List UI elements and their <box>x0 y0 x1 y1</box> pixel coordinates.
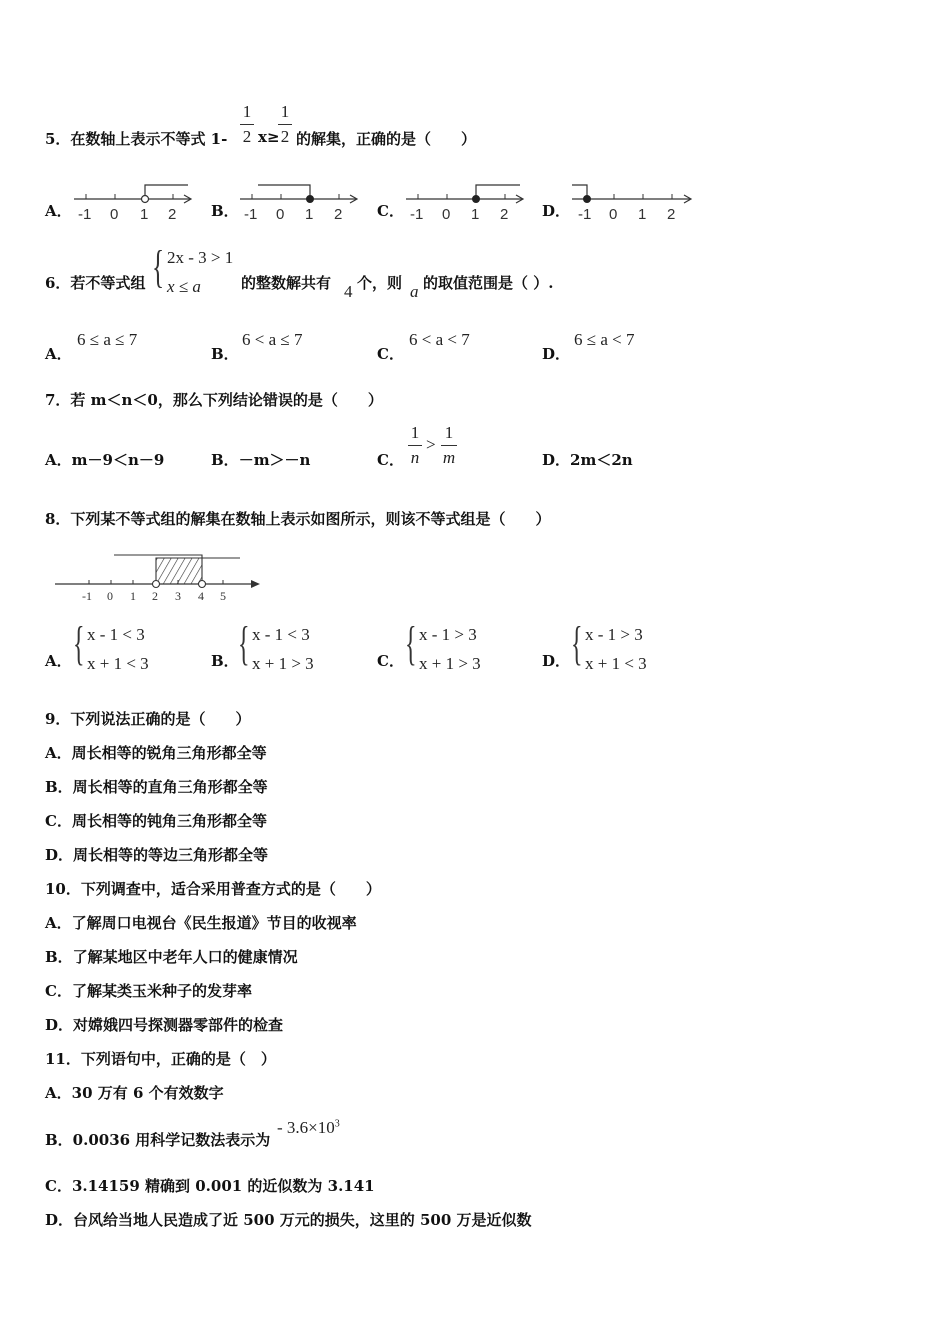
q8-right-open-dot <box>199 581 206 588</box>
q6-option-b-label[interactable]: B． <box>211 345 239 363</box>
q7-option-c-fraction-2 <box>441 423 457 468</box>
q8-tick: -1 <box>82 589 92 603</box>
q6-suffix: 的取值范围是（ ）. <box>423 274 554 292</box>
q8-tick: 3 <box>175 589 181 603</box>
q8-a-line-1: x - 1 < 3 <box>87 625 145 644</box>
q8-a-line-2: x + 1 < 3 <box>87 654 149 673</box>
q9-stem: 9．下列说法正确的是（ ） <box>45 710 251 728</box>
q11-option-d[interactable]: D．台风给当地人民造成了近 500 万元的损失，这里的 500 万是近似数 <box>45 1211 532 1229</box>
q6-mid2: 个，则 <box>357 274 403 292</box>
q11-option-b-expr: - 3.6×10 <box>277 1118 335 1137</box>
q7-option-b-text: －m＞－n <box>238 451 311 469</box>
q5-a-open-dot <box>142 196 149 203</box>
q7-stem: 7．若 m＜n＜0，那么下列结论错误的是（ ） <box>45 391 383 409</box>
q9-option-d[interactable]: D．周长相等的等边三角形都全等 <box>45 846 269 864</box>
q5-stem <box>45 128 227 149</box>
q11-stem: 11．下列语句中，正确的是（ ） <box>45 1050 276 1068</box>
q5-c-tick: -1 <box>410 206 424 223</box>
q7-option-d[interactable] <box>542 449 633 470</box>
q8-tick: 5 <box>220 589 226 603</box>
q7-c-num2: 1 <box>444 423 454 442</box>
q7-option-c-operator: > <box>426 435 436 454</box>
q5-prefix: 5．在数轴上表示不等式 1- <box>45 130 228 148</box>
q8-option-a-label[interactable]: A． <box>45 652 72 670</box>
q8-tick: 1 <box>130 589 136 603</box>
q5-option-a-label[interactable]: A． <box>45 202 72 220</box>
q5-b-tick: -1 <box>244 206 258 223</box>
q7-option-b[interactable] <box>211 449 310 470</box>
q8-left-open-dot <box>153 581 160 588</box>
q5-frac1-num: 1 <box>242 102 252 121</box>
q5-b-closed-dot <box>307 196 314 203</box>
q8-c-line-1: x - 1 > 3 <box>419 625 477 644</box>
q7-c-num1: 1 <box>410 423 420 442</box>
q7-option-d-label: D． <box>542 451 571 469</box>
q6-count: 4 <box>344 282 353 301</box>
q11-option-c[interactable]: C．3.14159 精确到 0.001 的近似数为 3.141 <box>45 1177 375 1195</box>
q8-option-b-label[interactable]: B． <box>211 652 239 670</box>
q10-option-d[interactable]: D．对嫦娥四号探测器零部件的检查 <box>45 1016 284 1034</box>
q6-brace: { <box>152 241 165 292</box>
q6-prefix: 6．若不等式组 <box>45 274 146 292</box>
q8-stem: 8．下列某不等式组的解集在数轴上表示如图所示，则该不等式组是（ ） <box>45 510 551 528</box>
q6-option-d-label[interactable]: D． <box>542 345 571 363</box>
q8-hatched-region <box>156 558 202 584</box>
q5-d-closed-dot <box>584 196 591 203</box>
q9-option-c[interactable]: C．周长相等的钝角三角形都全等 <box>45 812 267 830</box>
q10-option-b[interactable]: B．了解某地区中老年人口的健康情况 <box>45 948 298 966</box>
q10-option-a[interactable]: A．了解周口电视台《民生报道》节目的收视率 <box>45 914 357 932</box>
q5-frac1-den: 2 <box>242 127 252 146</box>
q5-b-tick: 0 <box>276 206 285 223</box>
q8-b-line-1: x - 1 < 3 <box>252 625 310 644</box>
q5-option-a-number-line <box>72 180 197 224</box>
q5-c-tick: 0 <box>442 206 451 223</box>
q8-option-c-label[interactable]: C． <box>377 652 404 670</box>
q5-d-tick: 2 <box>667 206 676 223</box>
q8-number-line-figure <box>52 548 267 606</box>
q6-option-c-expr: 6 < a < 7 <box>409 330 470 349</box>
q5-d-tick: -1 <box>578 206 592 223</box>
q5-a-tick: -1 <box>78 206 92 223</box>
q8-d-line-2: x + 1 < 3 <box>585 654 647 673</box>
q8-option-c-brace: { <box>405 617 417 670</box>
q8-tick: 0 <box>107 589 113 603</box>
q5-c-closed-dot <box>473 196 480 203</box>
q5-mid: x≥ <box>258 128 280 146</box>
q5-frac2-den: 2 <box>280 127 290 146</box>
q6-option-b-expr: 6 < a ≤ 7 <box>242 330 303 349</box>
q5-fraction-1 <box>240 102 254 147</box>
q11-option-a[interactable]: A．30 万有 6 个有效数字 <box>45 1084 224 1102</box>
q6-option-d-expr: 6 ≤ a < 7 <box>574 330 635 349</box>
q8-option-b-brace: { <box>238 617 250 670</box>
q11-option-b[interactable]: B．0.0036 用科学记数法表示为 <box>45 1131 271 1149</box>
q5-suffix: 的解集，正确的是（ ） <box>296 130 477 148</box>
q5-option-b-label[interactable]: B． <box>211 202 239 220</box>
q8-option-d-system <box>585 620 647 678</box>
q7-option-c-label[interactable]: C． <box>377 451 404 469</box>
q5-fraction-2 <box>278 102 292 147</box>
q8-option-d-brace: { <box>571 617 583 670</box>
q11-option-b-expression <box>277 1118 340 1138</box>
q5-c-tick: 2 <box>500 206 509 223</box>
q8-option-b-system <box>252 620 314 678</box>
q6-option-a-label[interactable]: A． <box>45 345 72 363</box>
q5-option-d-label[interactable]: D． <box>542 202 571 220</box>
q6-mid1: 的整数解共有 <box>241 274 332 292</box>
q8-option-a-system <box>87 620 149 678</box>
q5-option-b-number-line <box>238 180 363 224</box>
q11-option-b-exponent: 3 <box>334 1118 340 1130</box>
q6-option-c-label[interactable]: C． <box>377 345 404 363</box>
q10-option-c[interactable]: C．了解某类玉米种子的发芽率 <box>45 982 252 1000</box>
q5-d-tick: 1 <box>638 206 647 223</box>
q6-system-line-2: x ≤ a <box>167 277 201 296</box>
q8-option-c-system <box>419 620 481 678</box>
q8-option-a-brace: { <box>73 617 85 670</box>
q7-option-b-label: B． <box>211 451 239 469</box>
q8-c-line-2: x + 1 > 3 <box>419 654 481 673</box>
q7-c-den2: m <box>442 448 456 467</box>
q7-option-a-text: m－9＜n－9 <box>71 451 165 469</box>
q9-option-b[interactable]: B．周长相等的直角三角形都全等 <box>45 778 268 796</box>
q5-d-tick: 0 <box>609 206 618 223</box>
q5-a-tick: 2 <box>168 206 177 223</box>
q5-a-tick: 1 <box>140 206 149 223</box>
q8-d-line-1: x - 1 > 3 <box>585 625 643 644</box>
q6-var: a <box>410 282 419 301</box>
q5-a-tick: 0 <box>110 206 119 223</box>
q7-option-d-text: 2m＜2n <box>570 451 633 469</box>
q5-option-c-label[interactable]: C． <box>377 202 404 220</box>
q6-option-a-expr: 6 ≤ a ≤ 7 <box>77 330 138 349</box>
q8-b-line-2: x + 1 > 3 <box>252 654 314 673</box>
q9-option-a[interactable]: A．周长相等的锐角三角形都全等 <box>45 744 267 762</box>
q8-tick: 4 <box>198 589 204 603</box>
q5-option-c-number-line <box>404 180 529 224</box>
q5-b-tick: 1 <box>305 206 314 223</box>
q7-option-a[interactable] <box>45 449 164 470</box>
q5-b-tick: 2 <box>334 206 343 223</box>
q8-tick: 2 <box>152 589 158 603</box>
q5-frac2-num: 1 <box>280 102 290 121</box>
q5-c-tick: 1 <box>471 206 480 223</box>
q8-axis-arrow <box>251 580 260 588</box>
q6-system <box>167 243 233 301</box>
q5-option-d-number-line <box>570 180 698 224</box>
q6-system-line-1: 2x - 3 > 1 <box>167 248 234 267</box>
q10-stem: 10．下列调查中，适合采用普查方式的是（ ） <box>45 880 381 898</box>
q7-c-den1: n <box>410 448 420 467</box>
q7-option-c-fraction-1 <box>408 423 422 468</box>
q8-option-d-label[interactable]: D． <box>542 652 571 670</box>
q7-option-a-label: A． <box>45 451 72 469</box>
